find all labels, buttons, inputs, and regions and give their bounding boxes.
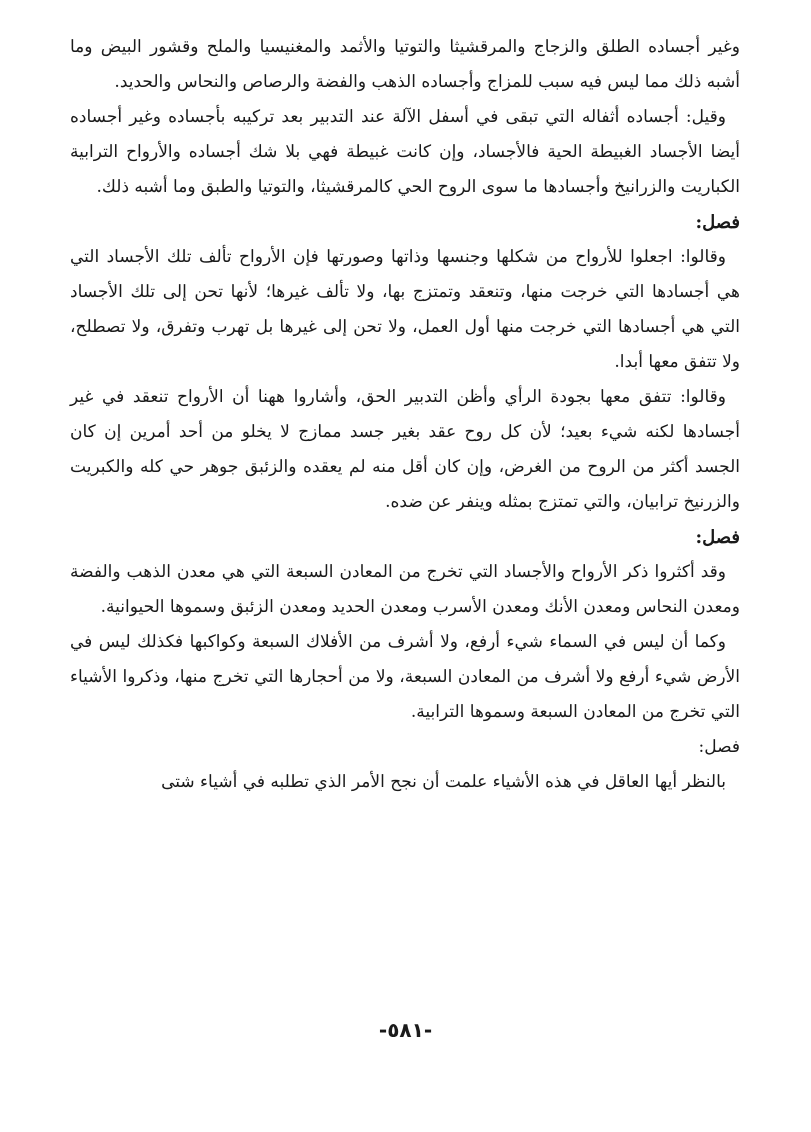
paragraph-2: وقيل: أجساده أثفاله التي تبقى في أسفل الآلة عند التدبير بعد تركيبه بأجساده وغير أجساده أيضا الأجساد الغبيطة الحية فالأجساد، وإن كانت غبيطة فهي بلا شك أجساده والأرواح الترابية الكباريت والزرانيخ وأجسادها ما سوى الروح الحي كالمرقشيثا، والتوتيا والطبق وما أشبه ذلك. bbox=[70, 107, 740, 197]
page-number: -٥٨١- bbox=[378, 1018, 433, 1042]
section-heading-1: فصل: bbox=[695, 212, 740, 233]
section-heading-3: فصل: bbox=[698, 737, 740, 757]
paragraph-3: وقالوا: اجعلوا للأرواح من شكلها وجنسها وذاتها وصورتها فإن الأرواح تألف تلك الأجساد التي هي أجسادها التي خرجت منها، وتنعقد وتمتزج بها، ولا تألف غيرها؛ لأنها تحن إلى تلك الأجساد التي هي أجسادها التي خرجت منها أول العمل، ولا تحن إلى غيرها بل تهرب وتفرق، ولا تصطلح، ولا تتفق معها أبدا. bbox=[70, 247, 740, 372]
paragraph-6: وكما أن ليس في السماء شيء أرفع، ولا أشرف من الأفلاك السبعة وكواكبها فكذلك ليس في الأرض شيء أرفع ولا أشرف من المعادن السبعة، ولا من أحجارها التي تخرج منها، وذكروا الأشياء التي تخرج من المعادن السبعة وسموها الترابية. bbox=[70, 632, 740, 722]
paragraph-5: وقد أكثروا ذكر الأرواح والأجساد التي تخرج من المعادن السبعة التي هي معدن الذهب والفضة ومعدن النحاس ومعدن الأنك ومعدن الأسرب ومعدن الحديد ومعدن الزئبق وسموها الحيوانية. bbox=[70, 562, 740, 617]
paragraph-1: وغير أجساده الطلق والزجاج والمرقشيثا والتوتيا والأثمد والمغنيسيا والملح وقشور البيض وما أشبه ذلك مما ليس فيه سبب للمزاج وأجساده الذهب والفضة والرصاص والنحاس والحديد. bbox=[70, 37, 740, 92]
page-body bbox=[70, 30, 740, 800]
paragraph-4: وقالوا: تتفق معها بجودة الرأي وأظن التدبير الحق، وأشاروا ههنا أن الأرواح تنعقد في غير أجسادها لكنه شيء بعيد؛ لأن كل روح عقد بغير جسد ممازج لا يخلو من أحد أمرين إن كان الجسد أكثر من الروح من الغرض، وإن كان أقل منه لم يعقده والزئبق جوهر حي كله والكبريت والزرنيخ ترابيان، والتي تمتزج بمثله وينفر عن ضده. bbox=[70, 387, 740, 512]
section-heading-2: فصل: bbox=[695, 527, 740, 548]
paragraph-7: بالنظر أيها العاقل في هذه الأشياء علمت أن نجح الأمر الذي تطلبه في أشياء شتى bbox=[161, 772, 726, 792]
